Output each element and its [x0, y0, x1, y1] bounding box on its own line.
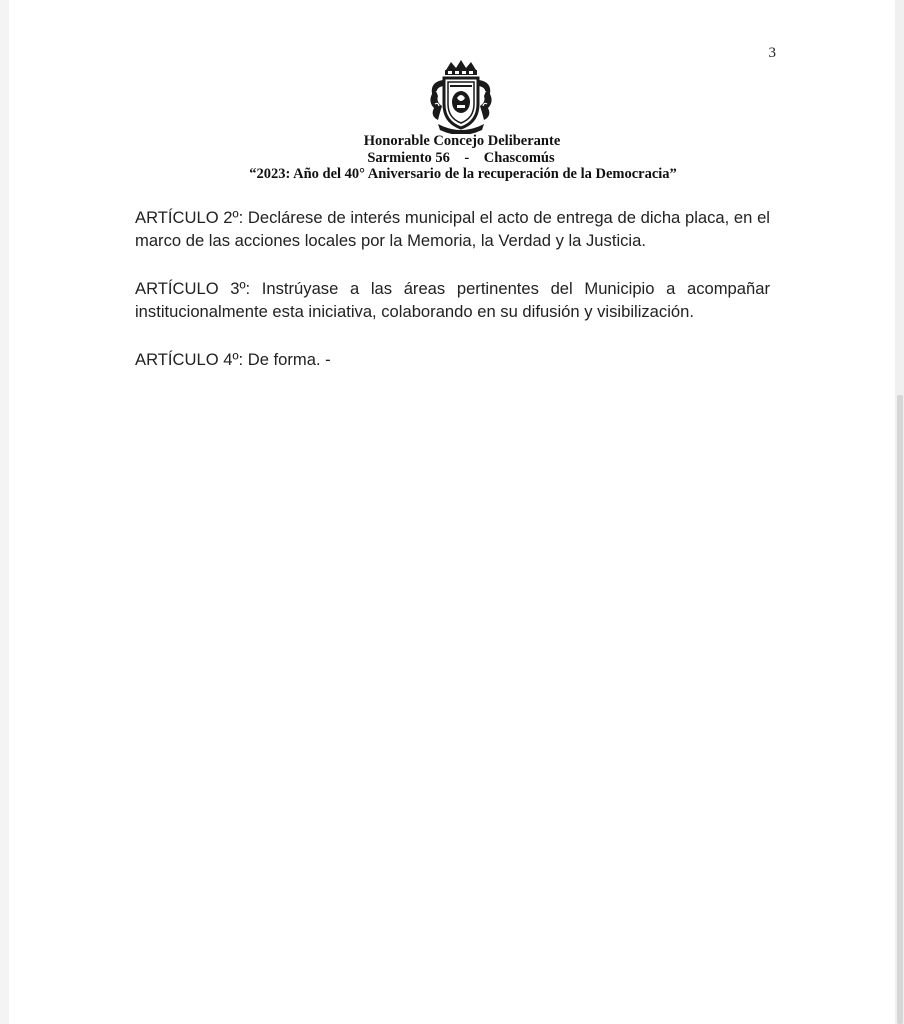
article-4: ARTÍCULO 4º: De forma. -	[135, 350, 331, 369]
municipal-coat-of-arms-icon	[424, 58, 498, 134]
scrollbar-thumb[interactable]	[897, 395, 903, 1024]
document-body	[135, 206, 770, 396]
article-2: ARTÍCULO 2º: Declárese de interés municipal el acto de entrega de dicha placa, en el marco de las acciones locales por la Memoria, la Verdad y la Justicia.	[135, 208, 770, 250]
page-number: 3	[768, 45, 776, 61]
document-header	[0, 133, 904, 183]
header-year-motto: “2023: Año del 40° Aniversario de la recuperación de la Democracia”	[249, 166, 677, 182]
header-institution: Honorable Concejo Deliberante	[363, 133, 561, 149]
header-address: Sarmiento 56 - Chascomús	[367, 149, 555, 166]
article-3: ARTÍCULO 3º: Instrúyase a las áreas pertinentes del Municipio a acompañar institucionalmente esta iniciativa, colaborando en su difusión y visibilización.	[135, 279, 770, 321]
vertical-scrollbar[interactable]	[895, 0, 904, 1024]
